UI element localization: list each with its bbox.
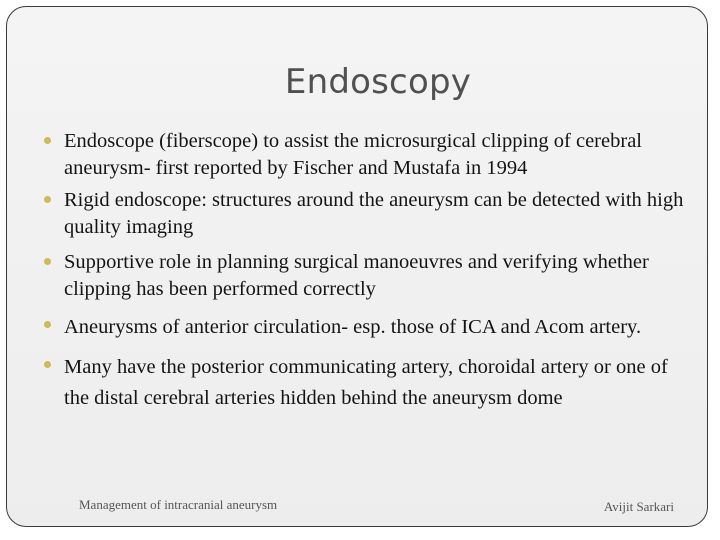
bullet-list <box>44 128 684 414</box>
bullet-item <box>44 249 684 303</box>
footer-author: Avijit Sarkari <box>603 499 674 514</box>
bullet-dot-icon <box>44 196 51 203</box>
bullet-item <box>44 128 684 182</box>
bullet-item <box>44 312 684 343</box>
bullet-dot-icon <box>44 321 51 328</box>
bullet-text: Supportive role in planning surgical manoeuvres and verifying whether clipping has been performed correctly <box>64 251 649 300</box>
footer-title: Management of intracranial aneurysm <box>79 497 278 512</box>
slide-title: Endoscopy <box>284 62 472 102</box>
bullet-text: Rigid endoscope: structures around the aneurysm can be detected with high quality imaging <box>64 189 684 238</box>
bullet-text: Endoscope (fiberscope) to assist the microsurgical clipping of cerebral aneurysm- first reported by Fischer and Mustafa in 1994 <box>64 130 642 179</box>
bullet-dot-icon <box>44 361 51 368</box>
bullet-dot-icon <box>44 137 51 144</box>
bullet-item <box>44 187 684 241</box>
bullet-dot-icon <box>44 258 51 265</box>
bullet-text: Aneurysms of anterior circulation- esp. those of ICA and Acom artery. <box>64 316 642 338</box>
bullet-item <box>44 352 684 414</box>
bullet-text: Many have the posterior communicating artery, choroidal artery or one of the distal cerebral arteries hidden behind the aneurysm dome <box>64 356 668 409</box>
